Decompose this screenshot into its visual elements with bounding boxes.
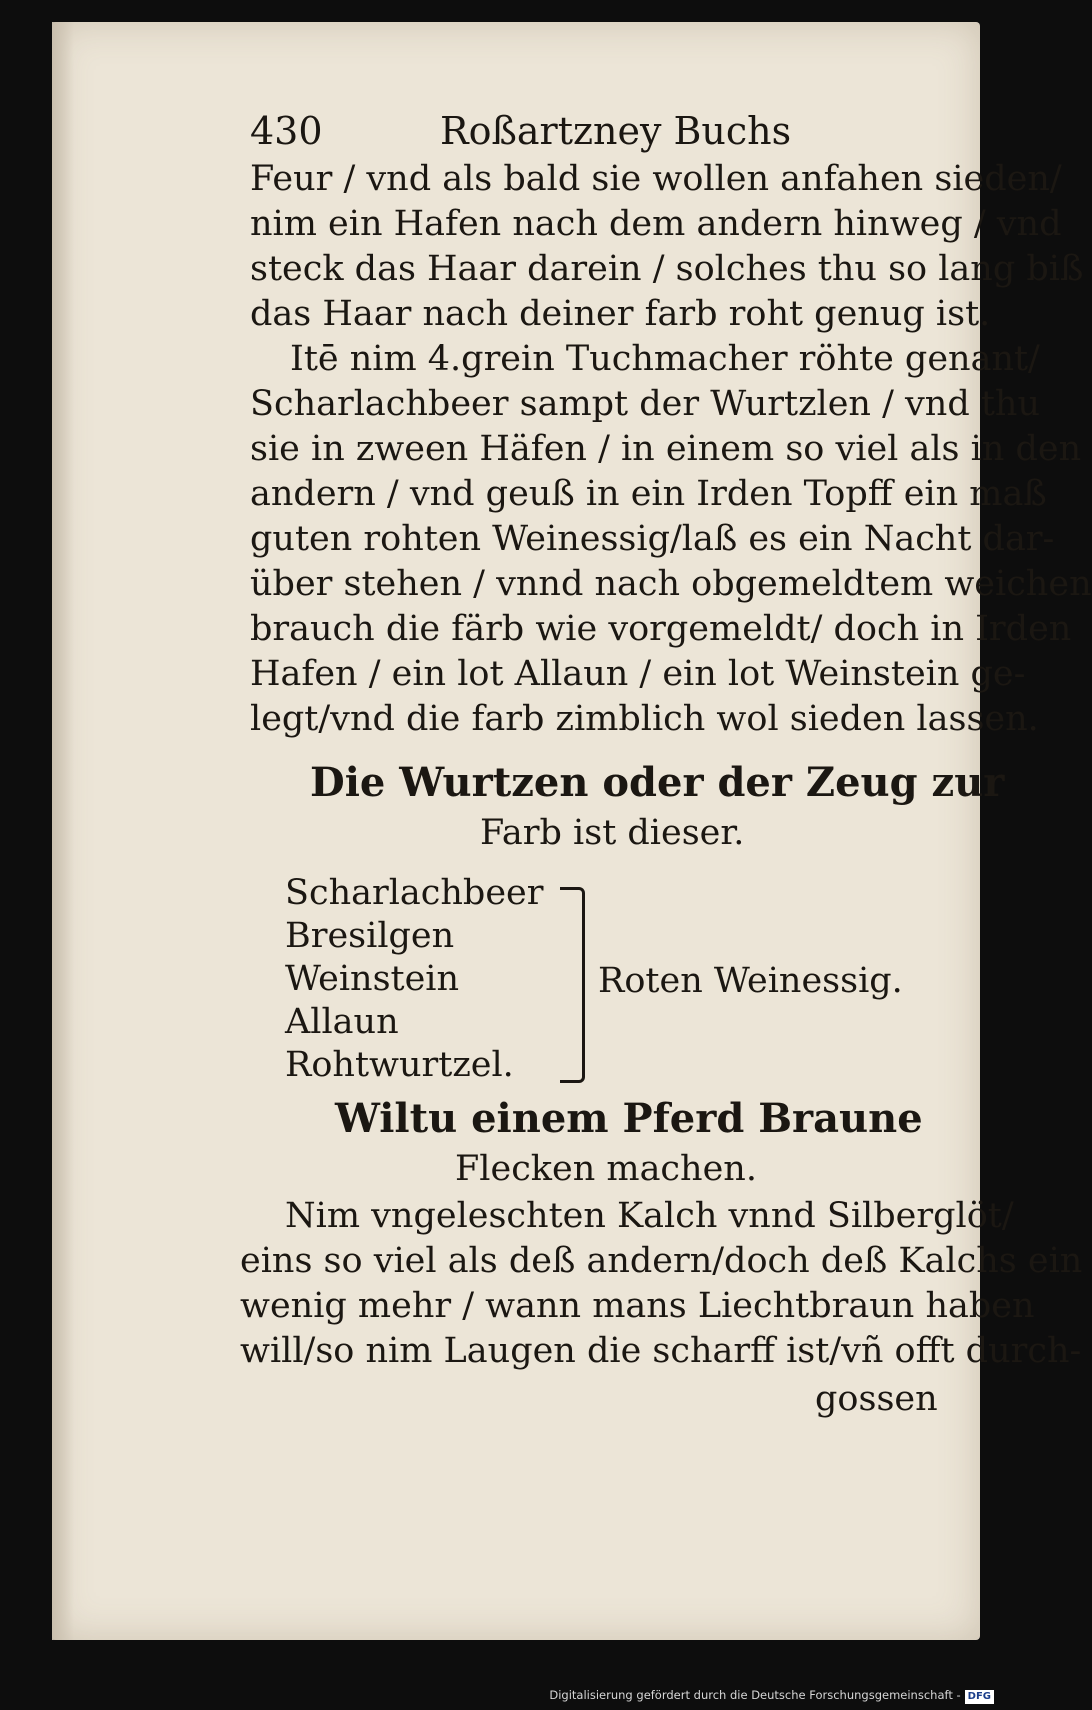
- section-heading-sub: Farb ist dieser.: [480, 813, 745, 853]
- text-line: legt/vnd die farb zimblich wol sieden lassen.: [250, 699, 1039, 739]
- ingredient-item: Weinstein: [285, 959, 460, 999]
- text-line: nim ein Hafen nach dem andern hinweg / vnd: [250, 204, 1062, 244]
- text-line: sie in zween Häfen / in einem so viel als in den: [250, 429, 1082, 469]
- ingredient-item: Scharlachbeer: [285, 873, 544, 913]
- section-heading: Die Wurtzen oder der Zeug zur: [310, 759, 1005, 806]
- text-line: andern / vnd geuß in ein Irden Topff ein maß: [250, 474, 1047, 514]
- text-line: über stehen / vnnd nach obgemeldtem weichen: [250, 564, 1092, 604]
- section-heading-sub: Flecken machen.: [455, 1149, 757, 1189]
- credit-text: Digitalisierung gefördert durch die Deutsche Forschungsgemeinschaft -: [549, 1688, 961, 1702]
- text-line: steck das Haar darein / solches thu so lang biß: [250, 249, 1084, 289]
- catchword: gossen: [815, 1379, 938, 1419]
- ingredient-item: Rohtwurtzel.: [285, 1045, 514, 1085]
- text-line: brauch die färb wie vorgemeldt/ doch in Irden: [250, 609, 1072, 649]
- text-line: eins so viel als deß andern/doch deß Kalchs ein: [240, 1241, 1083, 1281]
- text-line: will/so nim Laugen die scharff ist/vñ offt durch-: [240, 1331, 1082, 1371]
- text-line: das Haar nach deiner farb roht genug ist.: [250, 294, 991, 334]
- text-line: Feur / vnd als bald sie wollen anfahen sieden/: [250, 159, 1062, 199]
- text-line: wenig mehr / wann mans Liechtbraun haben: [240, 1286, 1035, 1326]
- running-title: Roßartzney Buchs: [440, 109, 792, 153]
- brace-bracket: [560, 887, 585, 1083]
- ingredient-item: Bresilgen: [285, 916, 455, 956]
- text-line: guten rohten Weinessig/laß es ein Nacht dar-: [250, 519, 1055, 559]
- text-line: Scharlachbeer sampt der Wurtzlen / vnd thu: [250, 384, 1041, 424]
- text-line: Nim vngeleschten Kalch vnnd Silberglöt/: [285, 1196, 1014, 1236]
- ingredient-item: Allaun: [285, 1002, 399, 1042]
- digitization-credit: [549, 1688, 994, 1704]
- dfg-logo: DFG: [965, 1690, 994, 1704]
- text-line: Hafen / ein lot Allaun / ein lot Weinstein ge-: [250, 654, 1026, 694]
- section-heading: Wiltu einem Pferd Braune: [335, 1095, 923, 1142]
- page-number: 430: [250, 109, 323, 153]
- text-line: Itē nim 4.grein Tuchmacher röhte genant/: [290, 339, 1040, 379]
- ingredient-joined: Roten Weinessig.: [598, 961, 903, 1001]
